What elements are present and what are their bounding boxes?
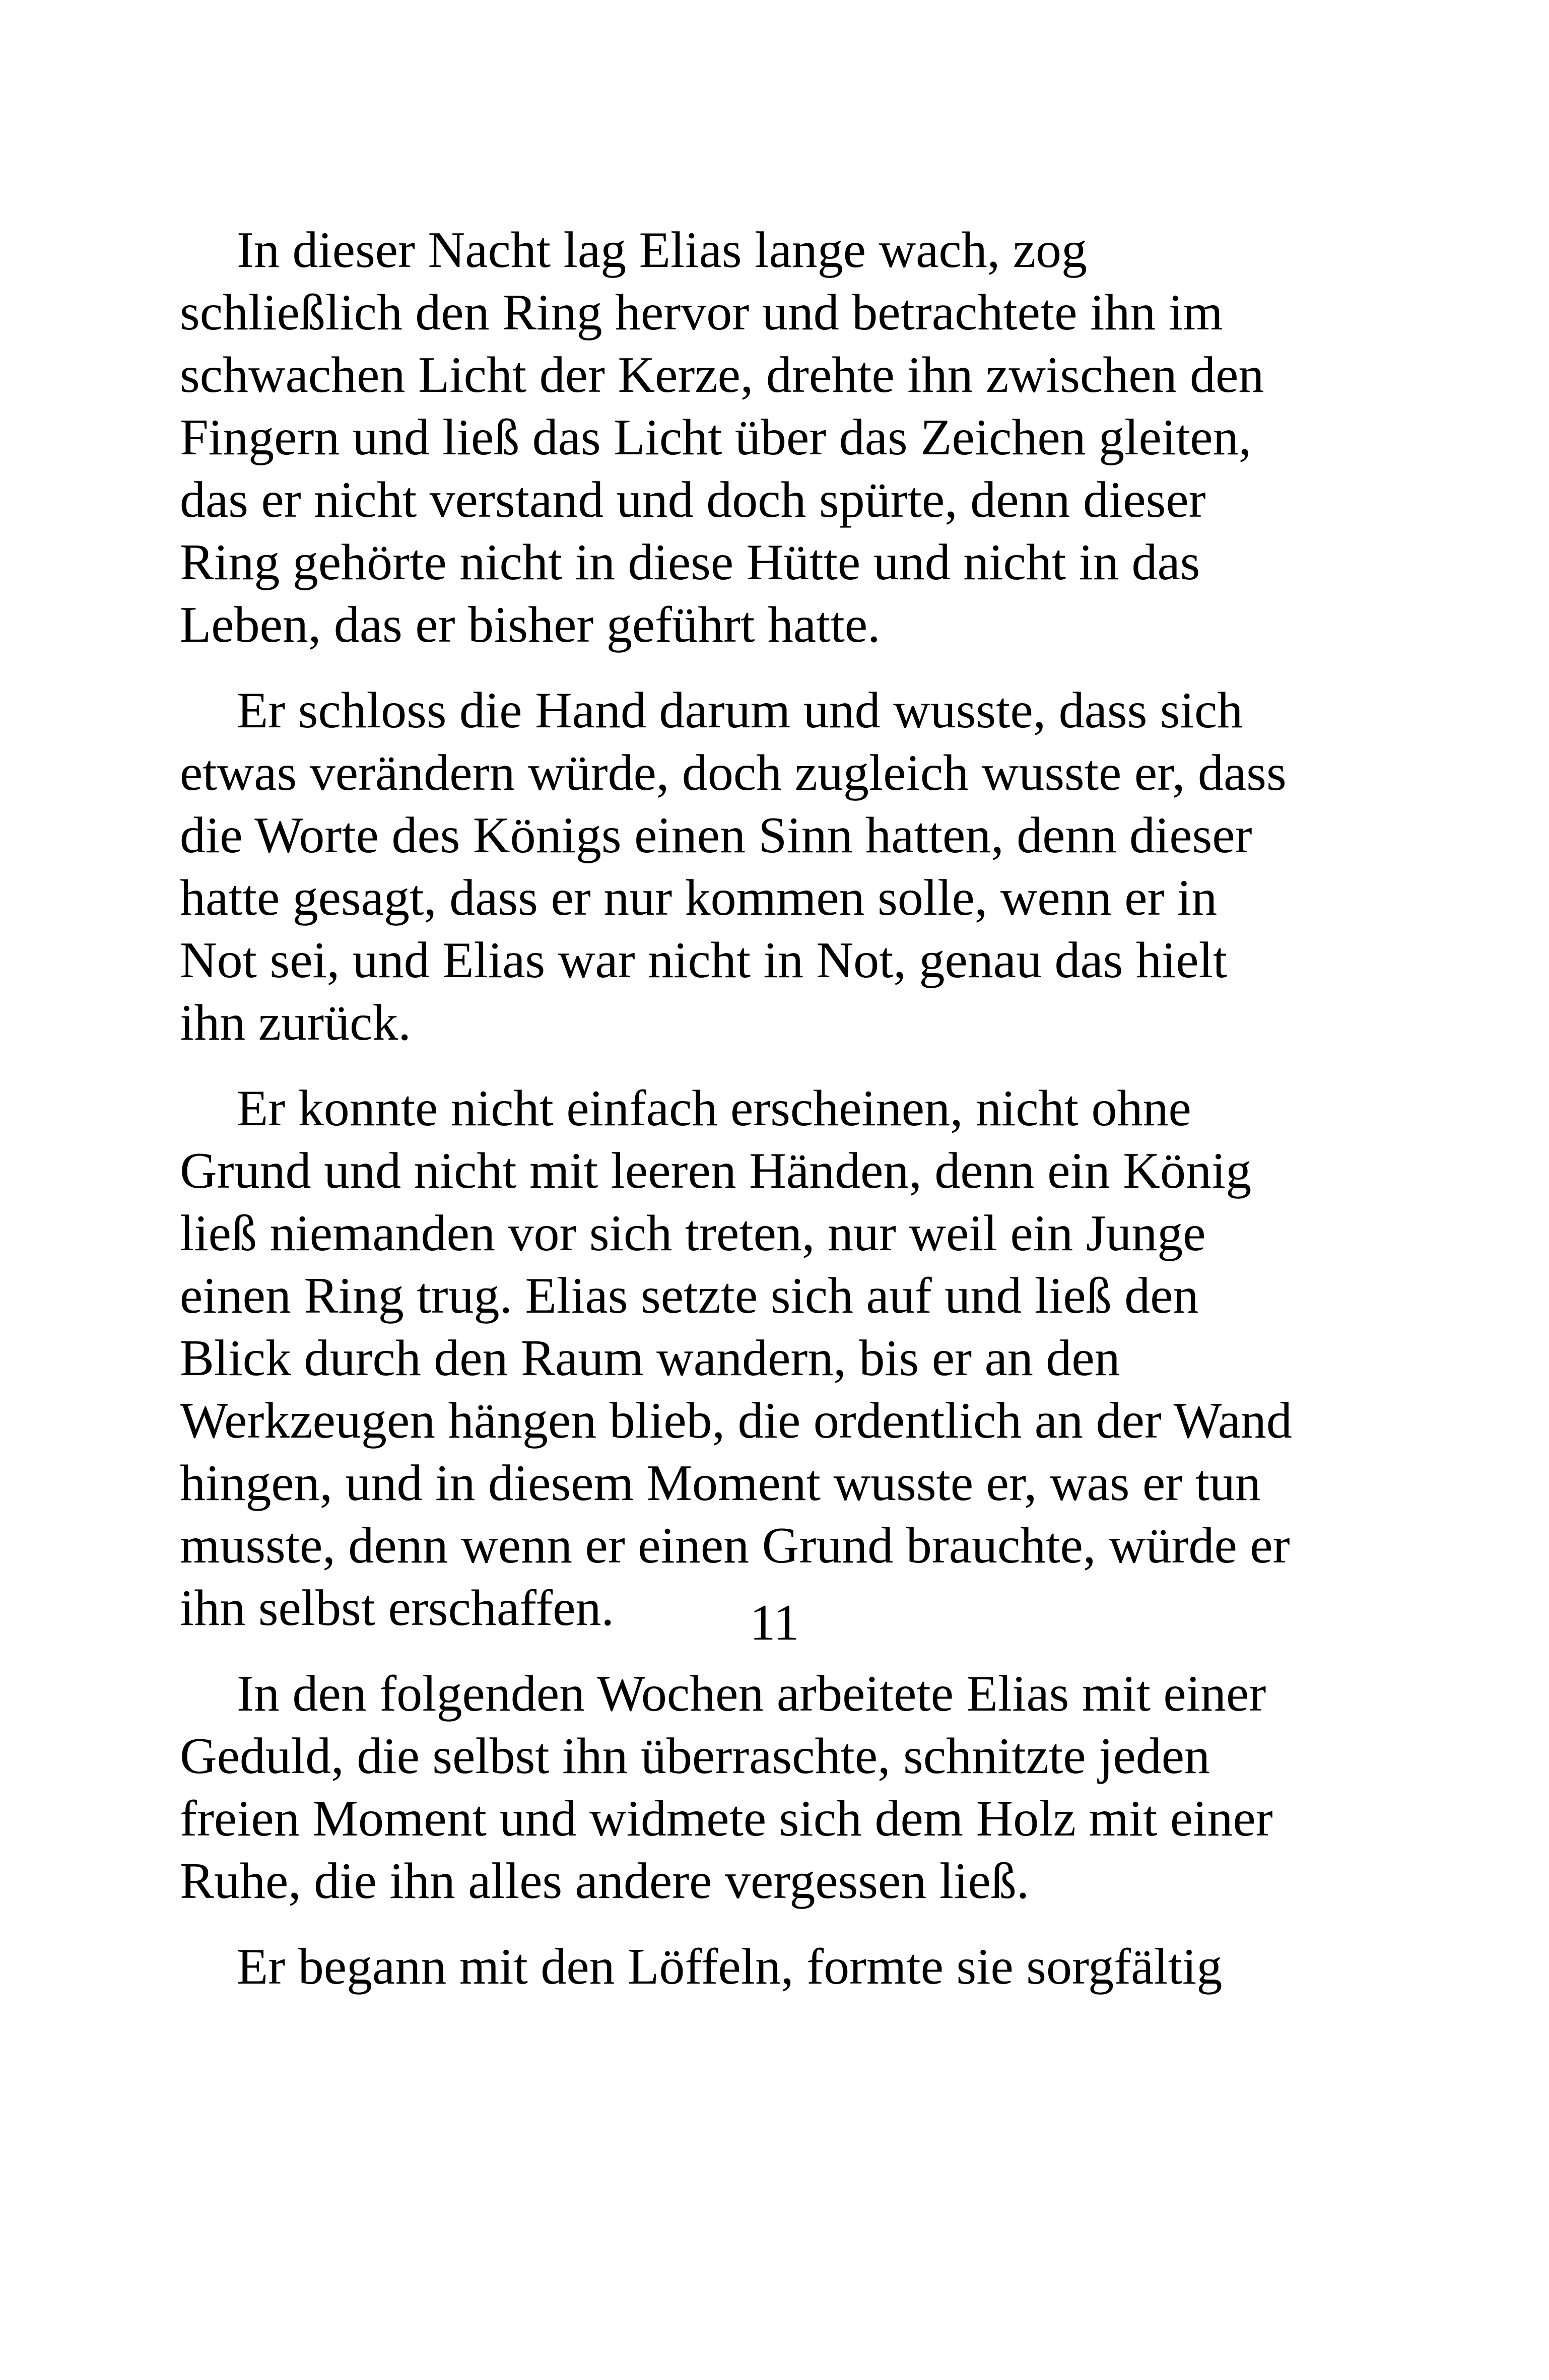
- paragraph-4: [180, 1663, 1369, 1913]
- text-line: Leben, das er bisher geführt hatte.: [180, 596, 881, 653]
- text-line: Er begann mit den Löffeln, formte sie sorgfältig: [237, 1938, 1223, 1995]
- text-line: ihn zurück.: [180, 994, 411, 1051]
- text-line: das er nicht verstand und doch spürte, denn dieser: [180, 471, 1206, 528]
- paragraph-2: [180, 679, 1369, 1054]
- text-line: Er konnte nicht einfach erscheinen, nicht ohne: [237, 1080, 1191, 1137]
- paragraph-3: [180, 1077, 1369, 1640]
- text-line: die Worte des Königs einen Sinn hatten, denn dieser: [180, 807, 1252, 864]
- text-line: hingen, und in diesem Moment wusste er, was er tun: [180, 1455, 1261, 1512]
- text-line: Werkzeugen hängen blieb, die ordentlich an der Wand: [180, 1392, 1292, 1449]
- paragraph-1: [180, 219, 1369, 656]
- text-line: Ruhe, die ihn alles andere vergessen ließ.: [180, 1853, 1030, 1910]
- paragraph-gap: [180, 1913, 1369, 1936]
- text-line: hatte gesagt, dass er nur kommen solle, wenn er in: [180, 869, 1218, 926]
- text-line: Geduld, die selbst ihn überraschte, schnitzte jeden: [180, 1728, 1210, 1785]
- text-line: Er schloss die Hand darum und wusste, dass sich: [237, 682, 1243, 739]
- body-text: [180, 219, 1369, 1998]
- text-line: ließ niemanden vor sich treten, nur weil ein Junge: [180, 1205, 1206, 1262]
- text-line: Grund und nicht mit leeren Händen, denn ein König: [180, 1142, 1252, 1199]
- page-number: 11: [750, 1594, 799, 1651]
- text-line: Blick durch den Raum wandern, bis er an den: [180, 1330, 1120, 1387]
- text-line: Not sei, und Elias war nicht in Not, genau das hielt: [180, 932, 1228, 989]
- text-line: musste, denn wenn er einen Grund brauchte, würde er: [180, 1517, 1290, 1574]
- paragraph-gap: [180, 1054, 1369, 1077]
- paragraph-5: [180, 1936, 1369, 1998]
- text-line: In dieser Nacht lag Elias lange wach, zog: [237, 222, 1087, 279]
- text-line: ihn selbst erschaffen.: [180, 1580, 615, 1637]
- paragraph-gap: [180, 656, 1369, 679]
- text-line: etwas verändern würde, doch zugleich wusste er, dass: [180, 744, 1287, 801]
- text-line: schwachen Licht der Kerze, drehte ihn zwischen den: [180, 347, 1264, 403]
- text-line: Fingern und ließ das Licht über das Zeichen gleiten,: [180, 409, 1252, 466]
- text-line: freien Moment und widmete sich dem Holz mit einer: [180, 1790, 1273, 1847]
- text-line: In den folgenden Wochen arbeitete Elias mit einer: [237, 1665, 1266, 1722]
- text-line: einen Ring trug. Elias setzte sich auf und ließ den: [180, 1267, 1199, 1324]
- text-line: schließlich den Ring hervor und betrachtete ihn im: [180, 284, 1223, 341]
- text-line: Ring gehörte nicht in diese Hütte und nicht in das: [180, 534, 1200, 591]
